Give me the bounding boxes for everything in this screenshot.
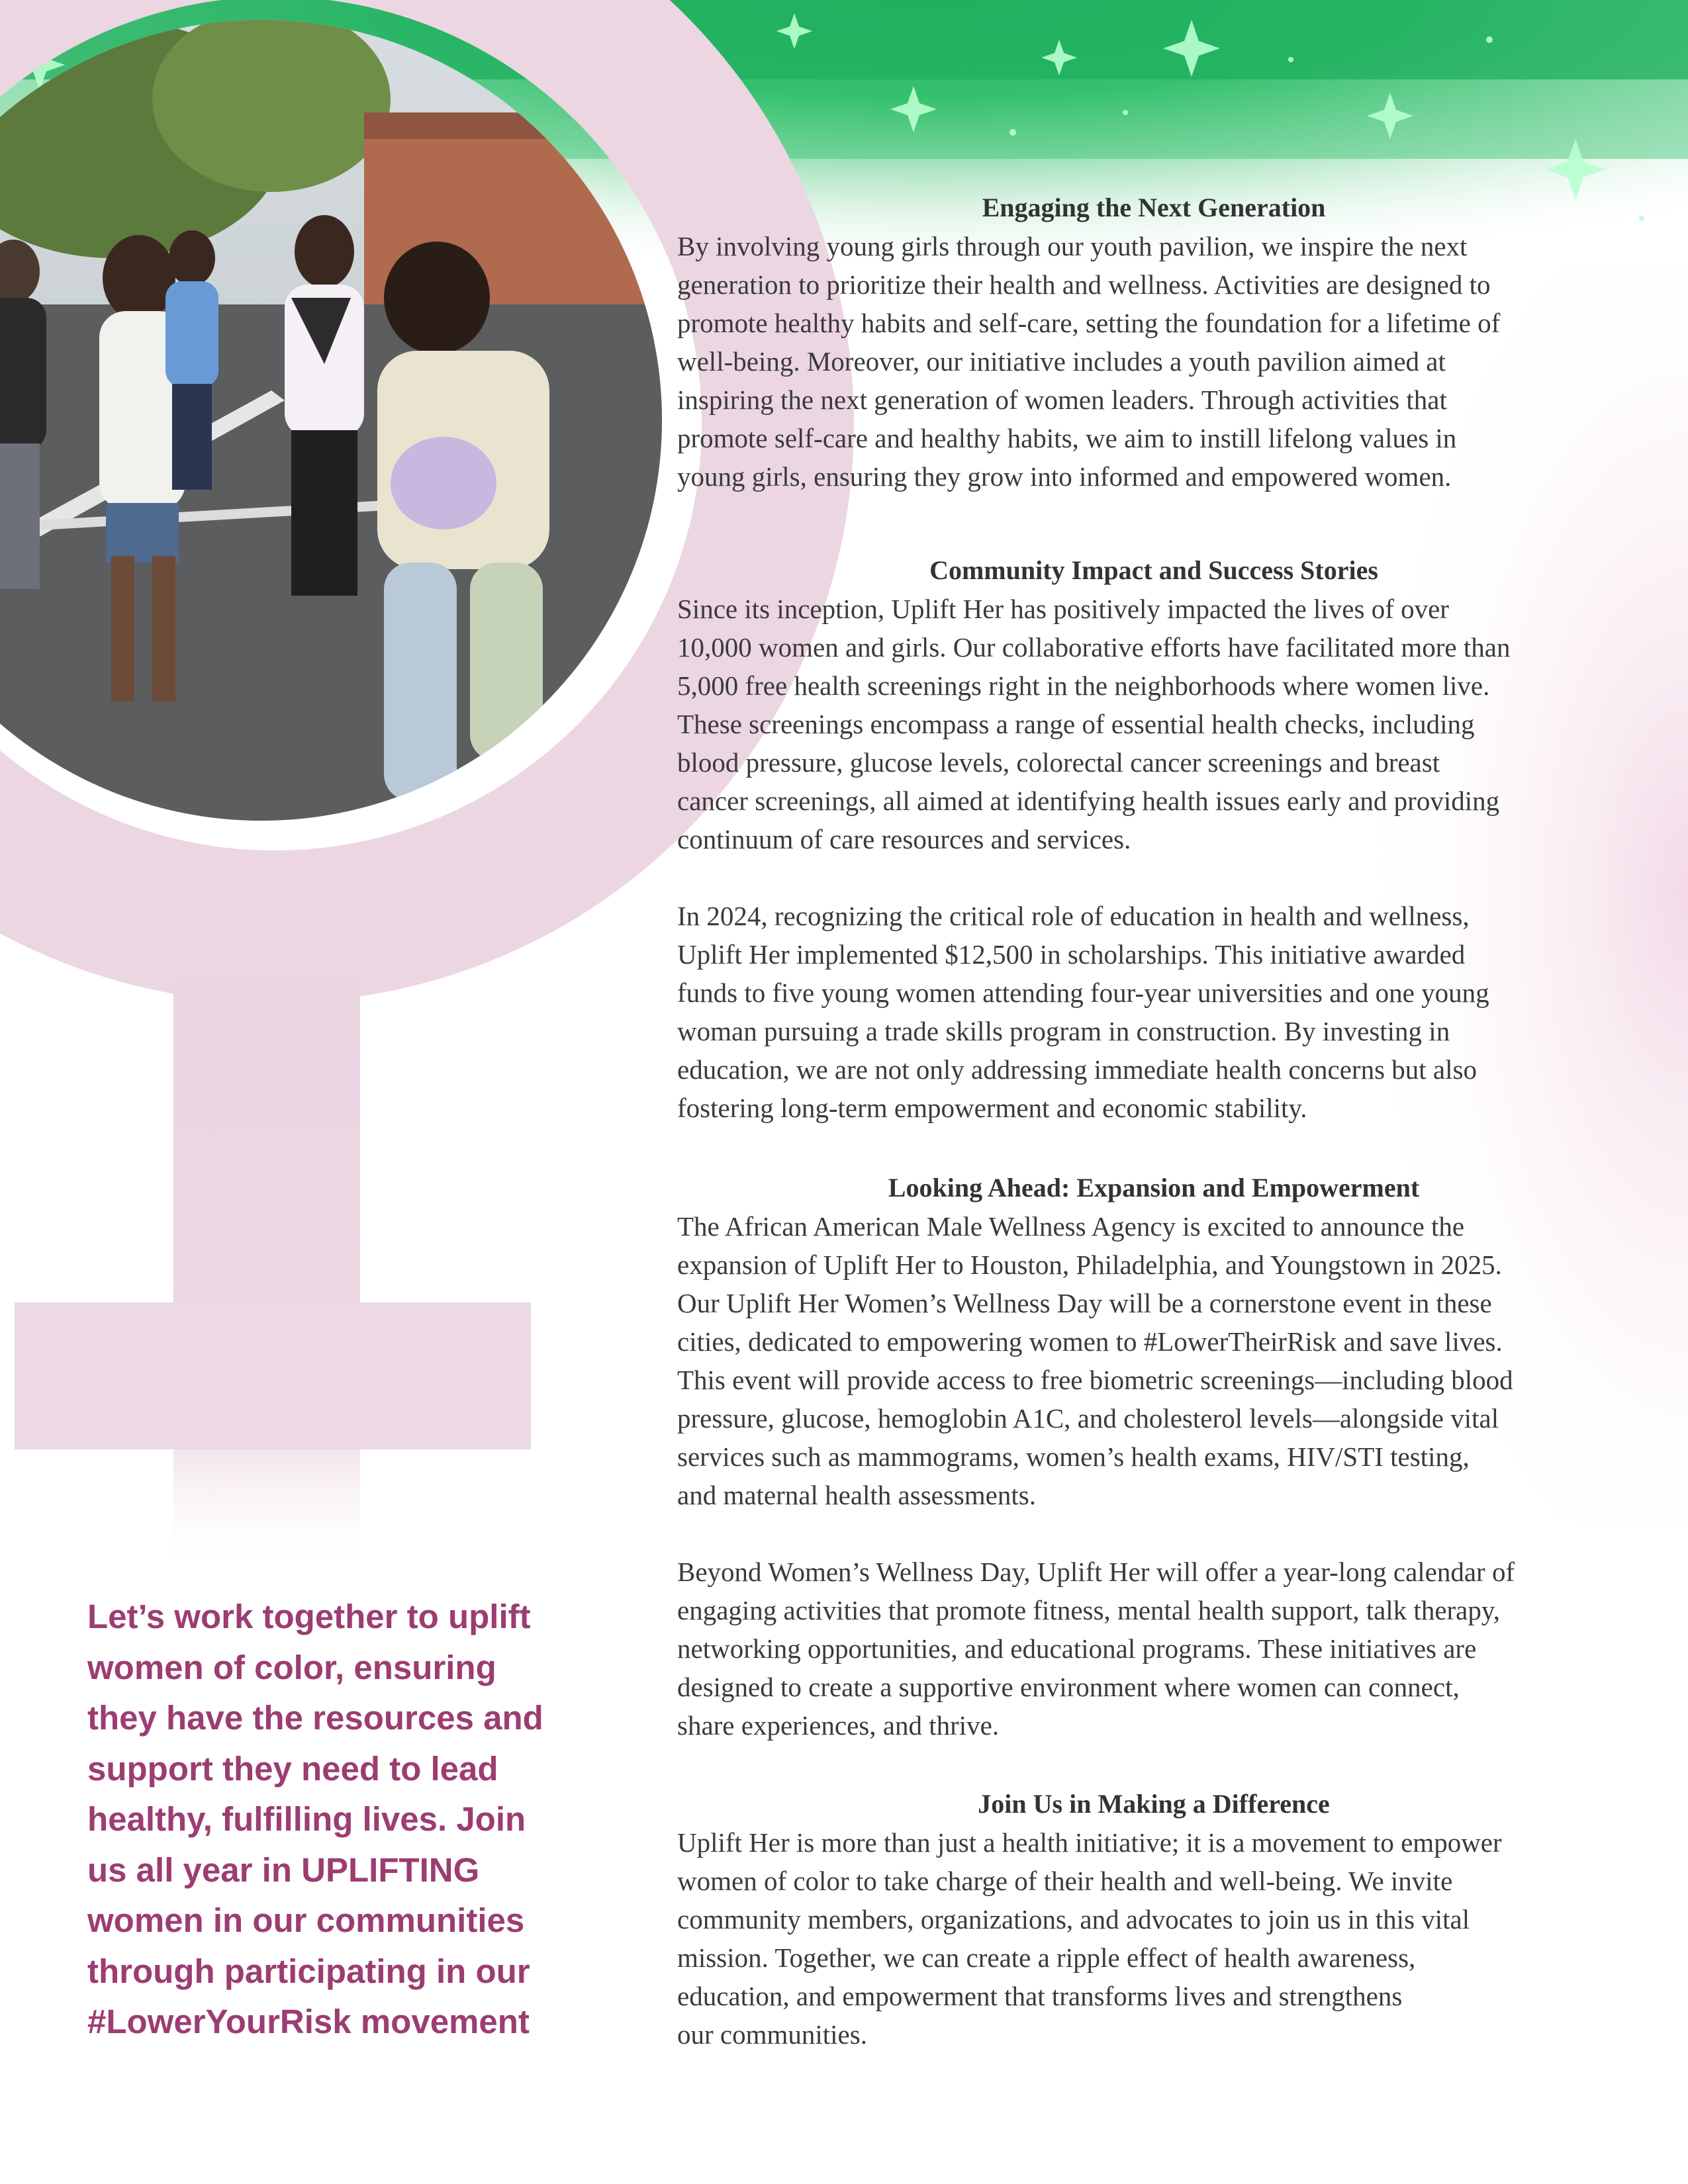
text-line: Our Uplift Her Women’s Wellness Day will be a cornerstone event in these (677, 1288, 1492, 1318)
text-line: engaging activities that promote fitness, mental health support, talk therapy, (677, 1595, 1500, 1625)
text-line: This event will provide access to free biometric screenings—including blood (677, 1365, 1513, 1395)
text-line: continuum of care resources and services. (677, 824, 1131, 854)
text-line: The African American Male Wellness Agency is excited to announce the (677, 1211, 1465, 1242)
text-line: These screenings encompass a range of essential health checks, including (677, 709, 1475, 739)
text-line: and maternal health assessments. (677, 1480, 1036, 1510)
text-line: Uplift Her is more than just a health initiative; it is a movement to empower (677, 1827, 1502, 1858)
text-line: designed to create a supportive environment where women can connect, (677, 1672, 1460, 1702)
text-line: cities, dedicated to empowering women to #LowerTheirRisk and save lives. (677, 1326, 1503, 1357)
section-paragraph (677, 227, 1630, 496)
text-line: Uplift Her implemented $12,500 in scholarships. This initiative awarded (677, 939, 1466, 970)
callout-line: women of color, ensuring (87, 1648, 496, 1686)
text-line: women of color to take charge of their health and well-being. We invite (677, 1866, 1453, 1896)
section-paragraph (677, 1553, 1630, 1745)
callout-line: Let’s work together to uplift (87, 1598, 531, 1635)
text-line: woman pursuing a trade skills program in construction. By investing in (677, 1016, 1450, 1046)
section-title: Join Us in Making a Difference (978, 1789, 1330, 1819)
text-line: cancer screenings, all aimed at identifying health issues early and providing (677, 786, 1500, 816)
text-line: Beyond Women’s Wellness Day, Uplift Her will offer a year-long calendar of (677, 1557, 1515, 1587)
text-line: mission. Together, we can create a ripple effect of health awareness, (677, 1942, 1416, 1973)
section-paragraph (677, 897, 1630, 1127)
section-community-impact (677, 551, 1630, 1127)
text-line: promote healthy habits and self-care, setting the foundation for a lifetime of (677, 308, 1501, 338)
section-title: Looking Ahead: Expansion and Empowerment (888, 1173, 1420, 1203)
text-line: generation to prioritize their health and wellness. Activities are designed to (677, 269, 1491, 300)
section-title: Engaging the Next Generation (982, 193, 1326, 222)
section-title: Community Impact and Success Stories (929, 555, 1378, 585)
section-paragraph (677, 590, 1630, 858)
text-line: inspiring the next generation of women leaders. Through activities that (677, 385, 1447, 415)
text-line: Since its inception, Uplift Her has positively impacted the lives of over (677, 594, 1449, 624)
callout-line: support they need to lead (87, 1749, 498, 1788)
text-line: our communities. (677, 2019, 867, 2050)
text-line: share experiences, and thrive. (677, 1710, 1000, 1741)
section-engaging (677, 189, 1630, 496)
callout-line: through participating in our (87, 1952, 530, 1990)
text-line: services such as mammograms, women’s health exams, HIV/STI testing, (677, 1441, 1470, 1472)
text-line: 10,000 women and girls. Our collaborative efforts have facilitated more than (677, 632, 1511, 662)
callout-line: women in our communities (87, 1901, 525, 1939)
callout-line: they have the resources and (87, 1699, 543, 1737)
text-line: community members, organizations, and advocates to join us in this vital (677, 1904, 1470, 1934)
text-line: young girls, ensuring they grow into informed and empowered women. (677, 461, 1452, 492)
text-line: education, we are not only addressing immediate health concerns but also (677, 1054, 1477, 1085)
callout-quote (87, 1592, 630, 2048)
text-line: 5,000 free health screenings right in the neighborhoods where women live. (677, 670, 1490, 701)
text-line: well-being. Moreover, our initiative includes a youth pavilion aimed at (677, 346, 1446, 377)
section-paragraph (677, 1823, 1630, 2054)
callout-line: healthy, fulfilling lives. Join (87, 1800, 526, 1838)
text-line: blood pressure, glucose levels, colorectal cancer screenings and breast (677, 747, 1440, 778)
text-line: networking opportunities, and educational programs. These initiatives are (677, 1633, 1477, 1664)
text-line: fostering long-term empowerment and economic stability. (677, 1093, 1307, 1123)
text-line: expansion of Uplift Her to Houston, Philadelphia, and Youngstown in 2025. (677, 1250, 1502, 1280)
text-line: In 2024, recognizing the critical role of education in health and wellness, (677, 901, 1470, 931)
text-line: pressure, glucose, hemoglobin A1C, and cholesterol levels—alongside vital (677, 1403, 1499, 1433)
callout-line: us all year in UPLIFTING (87, 1850, 480, 1889)
section-join-us (677, 1785, 1630, 2054)
text-line: funds to five young women attending four-year universities and one young (677, 978, 1489, 1008)
section-looking-ahead (677, 1169, 1630, 1745)
section-paragraph (677, 1207, 1630, 1514)
callout-line: #LowerYourRisk movement (87, 2003, 530, 2040)
text-line: By involving young girls through our youth pavilion, we inspire the next (677, 231, 1468, 261)
text-line: education, and empowerment that transforms lives and strengthens (677, 1981, 1403, 2011)
text-line: promote self-care and healthy habits, we aim to instill lifelong values in (677, 423, 1457, 453)
